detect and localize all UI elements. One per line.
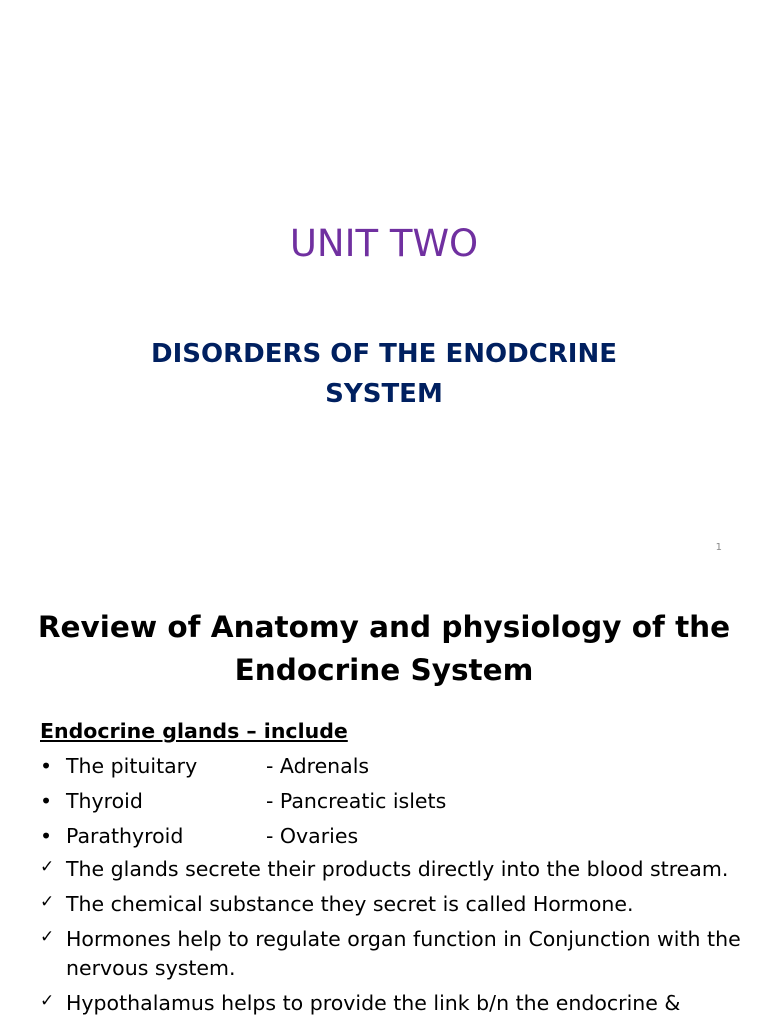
list-item (40, 786, 446, 821)
glands-list (40, 751, 446, 856)
review-slide (0, 576, 768, 1024)
list-item (40, 821, 446, 856)
gland-right: - Pancreatic islets (266, 789, 447, 813)
list-item (40, 925, 756, 983)
list-item (40, 855, 756, 884)
list-item (40, 751, 446, 786)
checkmark-icon: ✓ (40, 927, 55, 947)
facts-list (40, 855, 756, 1024)
list-item (40, 989, 756, 1018)
bullet-dot-icon: • (40, 789, 53, 813)
gland-right: - Adrenals (266, 754, 370, 778)
slide-subtitle (0, 334, 768, 414)
checkmark-icon: ✓ (40, 892, 55, 912)
list-item (40, 890, 756, 919)
page-number: 1 (715, 542, 722, 553)
bullet-dot-icon: • (40, 824, 53, 848)
checkmark-icon: ✓ (40, 857, 55, 877)
subtitle-line-1: DISORDERS OF THE ENODCRINE (151, 339, 617, 369)
checkmark-icon: ✓ (40, 991, 55, 1011)
fact-text: Hormones help to regulate organ function in Conjunction with the nervous system. (66, 927, 741, 980)
bullet-dot-icon: • (40, 754, 53, 778)
subtitle-line-2: SYSTEM (325, 379, 443, 409)
gland-left: The pituitary (66, 754, 198, 778)
glands-heading: Endocrine glands – include (40, 719, 348, 743)
review-title-line-2: Endocrine System (234, 653, 534, 687)
fact-text: Hypothalamus helps to provide the link b/n the endocrine & (66, 991, 681, 1015)
gland-left: Parathyroid (66, 824, 184, 848)
unit-title: UNIT TWO (289, 222, 479, 265)
gland-left: Thyroid (66, 789, 143, 813)
review-title-line-1: Review of Anatomy and physiology of the (37, 610, 731, 644)
review-title (0, 606, 768, 692)
fact-text: The glands secrete their products directly into the blood stream. (66, 857, 729, 881)
fact-text: The chemical substance they secret is called Hormone. (66, 892, 634, 916)
gland-right: - Ovaries (266, 824, 359, 848)
